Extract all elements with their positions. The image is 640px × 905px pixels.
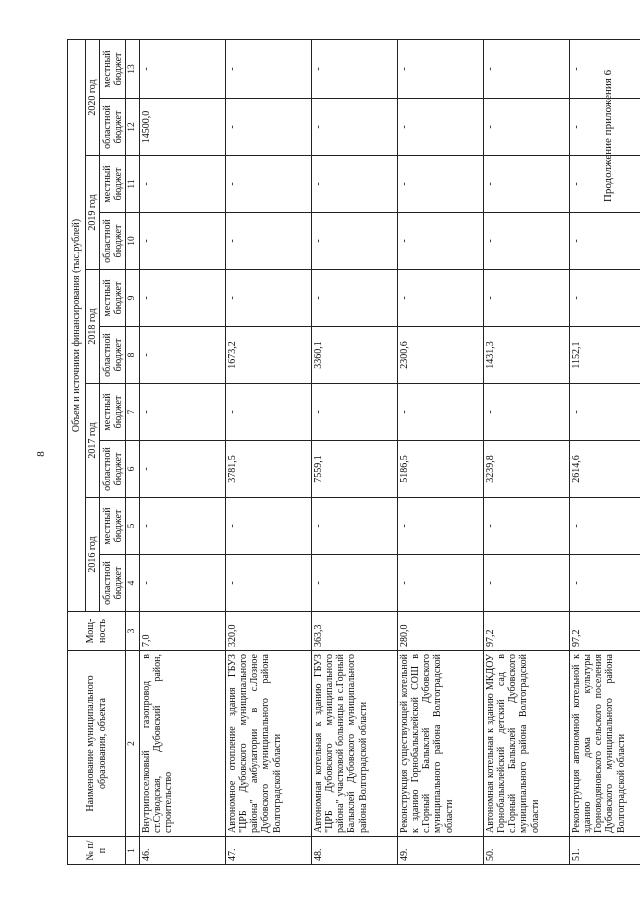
value-2019-regional: - (569, 213, 640, 270)
header-year-2020: 2020 год (86, 39, 100, 155)
page-number: 8 (34, 451, 47, 457)
header-local-budget: местный бюджет (100, 156, 126, 213)
value-2016-local: - (139, 498, 225, 555)
row-number: 47. (225, 837, 311, 865)
value-2018-local: - (483, 270, 569, 327)
value-2017-local: - (139, 384, 225, 441)
value-2019-local: - (397, 156, 483, 213)
row-number: 46. (139, 837, 225, 865)
value-2017-local: - (225, 384, 311, 441)
value-2020-local: - (483, 39, 569, 98)
row-number: 51. (569, 837, 640, 865)
capacity-value: 320,0 (225, 612, 311, 651)
value-2017-local: - (483, 384, 569, 441)
header-regional-budget: областной бюджет (100, 555, 126, 612)
value-2020-local: - (139, 39, 225, 98)
value-2019-local: - (139, 156, 225, 213)
header-year-2017: 2017 год (86, 384, 100, 498)
value-2018-regional: 1673,2 (225, 327, 311, 384)
column-number: 7 (126, 384, 140, 441)
column-number: 1 (126, 837, 140, 865)
header-local-budget: местный бюджет (100, 498, 126, 555)
row-number: 49. (397, 837, 483, 865)
header-regional-budget: областной бюджет (100, 213, 126, 270)
value-2016-local: - (397, 498, 483, 555)
value-2020-local: - (569, 39, 640, 98)
capacity-value: 7,0 (139, 612, 225, 651)
value-2017-regional: 3781,5 (225, 441, 311, 498)
value-2017-regional: 3239,8 (483, 441, 569, 498)
value-2018-local: - (225, 270, 311, 327)
value-2016-local: - (483, 498, 569, 555)
column-number: 10 (126, 213, 140, 270)
value-2016-local: - (311, 498, 397, 555)
value-2020-local: - (397, 39, 483, 98)
table-row (311, 39, 397, 864)
header-year-2018: 2018 год (86, 270, 100, 384)
capacity-value: 363,3 (311, 612, 397, 651)
row-number: 50. (483, 837, 569, 865)
capacity-value: 97,2 (483, 612, 569, 651)
value-2019-regional: - (311, 213, 397, 270)
column-number: 2 (126, 651, 140, 837)
value-2016-regional: - (311, 555, 397, 612)
value-2019-regional: - (225, 213, 311, 270)
value-2016-regional: - (225, 555, 311, 612)
row-number: 48. (311, 837, 397, 865)
header-year-2019: 2019 год (86, 156, 100, 270)
object-name: Автономная котельная к зданию ГБУЗ "ЦРБ Дубовского муниципального района" участковой больницы в с.Горный Балыклей Дубовского муниципального района Волгоградской области (311, 651, 397, 837)
value-2019-regional: - (483, 213, 569, 270)
value-2016-regional: - (397, 555, 483, 612)
value-2018-local: - (311, 270, 397, 327)
value-2018-regional: 2300,6 (397, 327, 483, 384)
value-2018-regional: - (139, 327, 225, 384)
value-2020-regional: - (311, 99, 397, 156)
value-2020-regional: - (225, 99, 311, 156)
column-number: 11 (126, 156, 140, 213)
table-row (569, 39, 640, 864)
value-2019-local: - (569, 156, 640, 213)
column-number: 9 (126, 270, 140, 327)
value-2019-local: - (225, 156, 311, 213)
column-number: 3 (126, 612, 140, 651)
value-2020-regional: 14500,0 (139, 99, 225, 156)
value-2017-regional: - (139, 441, 225, 498)
header-year-2016: 2016 год (86, 498, 100, 612)
value-2020-regional: - (569, 99, 640, 156)
value-2020-regional: - (397, 99, 483, 156)
header-local-budget: местный бюджет (100, 270, 126, 327)
header-regional-budget: областной бюджет (100, 99, 126, 156)
value-2018-regional: 1152,1 (569, 327, 640, 384)
value-2018-regional: 3360,1 (311, 327, 397, 384)
table-row (225, 39, 311, 864)
financing-table (67, 39, 640, 865)
value-2018-regional: 1431,3 (483, 327, 569, 384)
table-row (483, 39, 569, 864)
value-2020-regional: - (483, 99, 569, 156)
value-2017-regional: 7559,1 (311, 441, 397, 498)
value-2017-regional: 5186,5 (397, 441, 483, 498)
header-capacity: Мощ-ность (68, 612, 126, 651)
value-2018-local: - (139, 270, 225, 327)
header-financing-group: Объем и источники финансирования (тыс.рублей) (68, 39, 86, 611)
value-2017-local: - (569, 384, 640, 441)
object-name: Внутрипоселковый газопровод в ст.Суводская, Дубовский район, строительство (139, 651, 225, 837)
value-2016-regional: - (139, 555, 225, 612)
object-name: Реконструкция автономной котельной к зданию дома культуры Горноводяновского сельского поселения Дубовского муниципального района Волгоградской области (569, 651, 640, 837)
column-number: 4 (126, 555, 140, 612)
value-2018-local: - (569, 270, 640, 327)
object-name: Реконструкция существующей котельной к зданию Горнобалыклейской СОШ в с.Горный Балыклей Дубовского муниципального района Волгоградской области (397, 651, 483, 837)
value-2019-regional: - (397, 213, 483, 270)
header-no: № п/п (68, 837, 126, 865)
value-2020-local: - (311, 39, 397, 98)
value-2016-local: - (225, 498, 311, 555)
object-name: Автономная котельная к зданию МКДОУ Горнобалыклейский детский сад в с.Горный Балыклей Дубовского муниципального района Волгоградской области (483, 651, 569, 837)
table-row (397, 39, 483, 864)
header-local-budget: местный бюджет (100, 39, 126, 98)
value-2019-local: - (483, 156, 569, 213)
value-2017-local: - (397, 384, 483, 441)
column-number: 5 (126, 498, 140, 555)
header-regional-budget: областной бюджет (100, 327, 126, 384)
continuation-caption: Продолжение приложения 6 (602, 69, 614, 203)
value-2019-local: - (311, 156, 397, 213)
column-number: 8 (126, 327, 140, 384)
value-2017-regional: 2614,6 (569, 441, 640, 498)
value-2017-local: - (311, 384, 397, 441)
value-2020-local: - (225, 39, 311, 98)
header-name: Наименование муниципального образования, объекта (68, 651, 126, 837)
header-regional-budget: областной бюджет (100, 441, 126, 498)
value-2019-regional: - (139, 213, 225, 270)
column-number: 6 (126, 441, 140, 498)
value-2018-local: - (397, 270, 483, 327)
table-row (139, 39, 225, 864)
column-number: 13 (126, 39, 140, 98)
object-name: Автономное отопление здания ГБУЗ "ЦРБ Дубовского муниципального района" амбулатории в с.Лозное Дубовского муниципального района Волгоградской области (225, 651, 311, 837)
value-2016-regional: - (483, 555, 569, 612)
capacity-value: 97,2 (569, 612, 640, 651)
value-2016-regional: - (569, 555, 640, 612)
header-local-budget: местный бюджет (100, 384, 126, 441)
capacity-value: 280,0 (397, 612, 483, 651)
column-number: 12 (126, 99, 140, 156)
value-2016-local: - (569, 498, 640, 555)
